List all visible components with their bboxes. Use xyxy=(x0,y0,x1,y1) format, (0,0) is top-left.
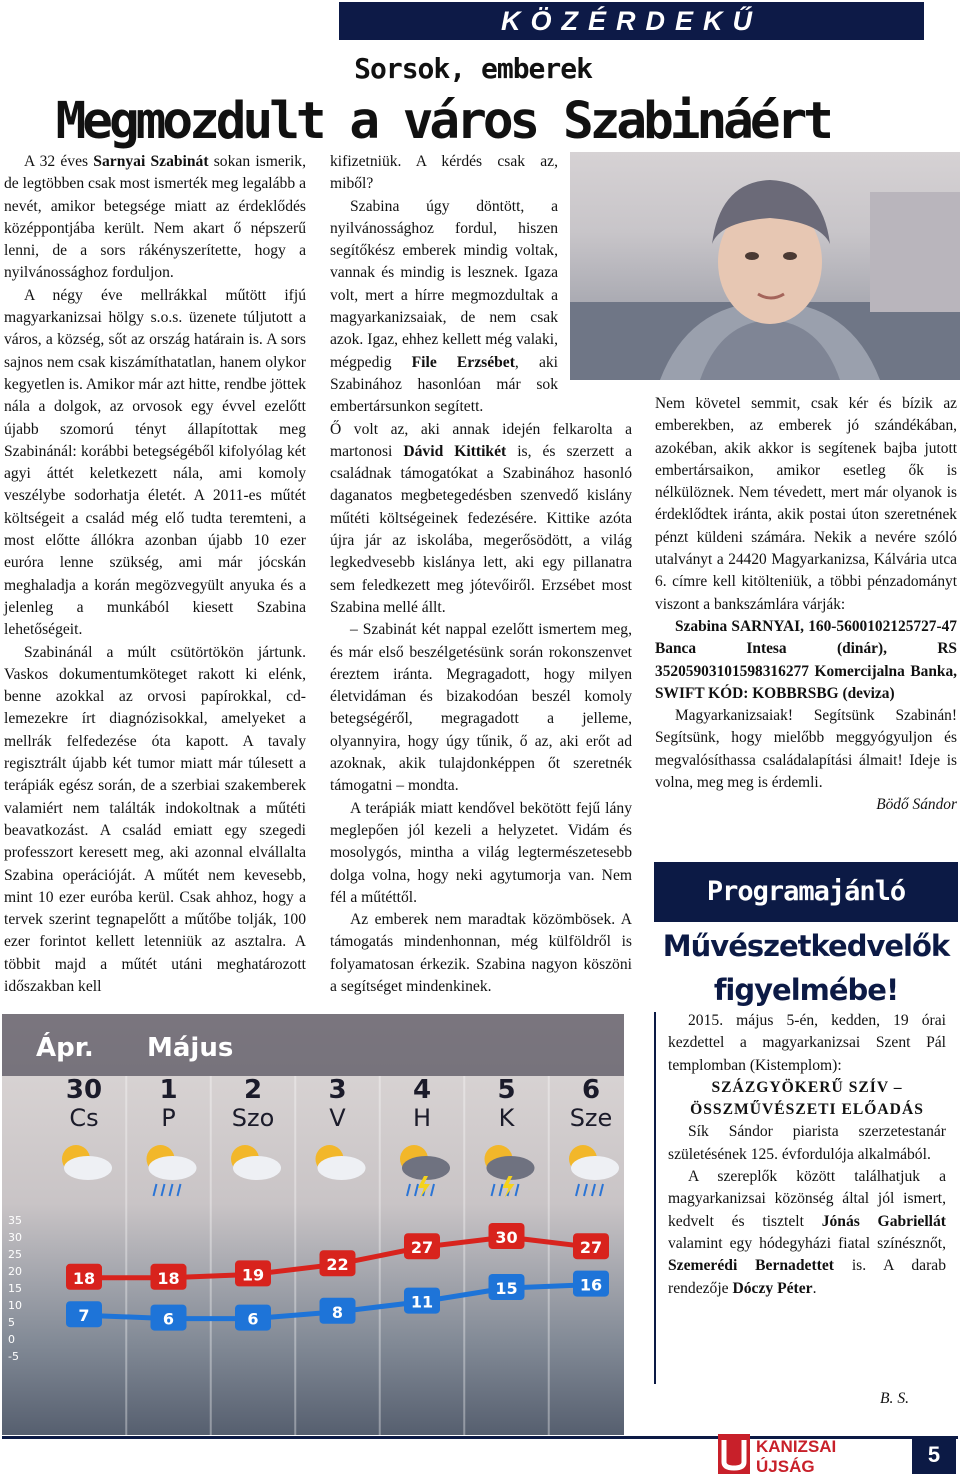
bank-details: Szabina SARNYAI, 160-5600102125727-47 Banca Intesa (dinár), RS 35205903101598316277 Komercijalna Banka, SWIFT KÓD: KOBBRSBG (deviza) xyxy=(655,617,957,702)
y-tick-label: 35 xyxy=(8,1214,22,1227)
section-title: Sorsok, emberek xyxy=(354,52,592,85)
weather-svg xyxy=(2,1014,624,1435)
logo-line2: ÚJSÁG xyxy=(756,1457,815,1476)
y-tick-label: 0 xyxy=(8,1333,15,1346)
y-tick-label: 15 xyxy=(8,1282,22,1295)
max-temp-label: 22 xyxy=(326,1255,349,1275)
day-name: Sze xyxy=(569,1104,613,1132)
day-number: 1 xyxy=(159,1075,178,1105)
weather-icon-rain xyxy=(147,1145,197,1196)
col3-para: Nem követel semmit, csak kér és bízik az emberekben, az emberek jó szándékában, azokéban, akik akkor is segítenek bajba jutott embertársaikon, amikor esetleg ők is nélkülöznek. Nem tévedett, mert már olyanok is érdeklődtek iránta, akik postai úton szeretnének pénzt küldeni számára. Nekik a nevére szóló utalványt a 24420 Magyarkanizsa, Kálvária utca 6. címre kell kitölteniük, a többi pénzadományt viszont a bankszámlára várják: xyxy=(655,395,957,613)
max-temp-label: 18 xyxy=(157,1268,180,1288)
min-temp-label: 6 xyxy=(247,1309,259,1329)
month-strip xyxy=(2,1014,624,1076)
program-divider xyxy=(654,1012,656,1384)
article-column-3 xyxy=(655,393,957,817)
min-temp-label: 15 xyxy=(495,1279,518,1298)
program-para: 2015. május 5-én, kedden, 19 órai kezdettel a magyarkanizsai Szent Pál templomban (Kistemplom): xyxy=(668,1012,946,1074)
col2-para: – Szabinát két nappal ezelőtt ismertem meg, és már első beszélgetésünk során rokonszenvet éreztem iránta. Megragadott, hogy milyen életvidáman és bizakodóan beszél komoly betegségéről, megragadott a jelleme, olyannyira, hogy úgy tűnik, ő az, aki erőt ad azoknak, akik tulajdonképpen őt szeretnék támogatni – mondta. xyxy=(330,621,632,795)
y-tick-label: 25 xyxy=(8,1248,22,1261)
program-title: Művészetkedvelők figyelmébe! xyxy=(662,929,950,1007)
section-banner: KÖZÉRDEKŰ xyxy=(339,2,924,40)
col1-para: Szabinánál a múlt csütörtökön jártunk. Vaskos dokumentumköteget rakott ki elénk, benne azokkal az orvosi papírokkal, cd-lemezekre írt diagnózisokkal, amelyeket a mellrák felfedezése óta kapott. A tavaly regisztrált újabb két tumor miatt már túlesett a terápiák egész során, de a szerbiai szakemberek valamiért nem találták indokoltnak a műtéti beavatkozást. A család emiatt egy szegedi professzort keresett meg, aki azonnal elvállalta Szabina operációját. A műtét nem kevesebb, mint 10 ezer euróba kerül. Csak ahhoz, hogy a tervek szerint tegnapelőtt a műtőbe tolják, 100 ezer forintot kellett letenniük az asztalra. A többit majd a műtét utáni meghatározott időszakban kell xyxy=(4,643,306,995)
program-initials: B. S. xyxy=(880,1390,910,1407)
col3-para: Magyarkanizsaiak! Segítsünk Szabinán! Segítsünk, hogy mielőbb meggyógyuljon és megvalósíthassa családalapítási álmait! Ideje is volna, meg meg is érdemli. xyxy=(655,707,957,792)
max-temp-label: 19 xyxy=(241,1265,265,1285)
day-number: 5 xyxy=(497,1075,516,1105)
month-label: Május xyxy=(147,1033,234,1063)
kanizsai-ujsag-logo xyxy=(716,1428,866,1476)
program-para: A szereplők között találhatjuk a magyarkanizsai közönség által jól ismert, kedvelt és tisztelt Jónás Gabriellát valamint egy hódegyházi fiatal színésznőt, Szemerédi Bernadettet is. A darab rendezője Dóczy Péter. xyxy=(668,1168,946,1297)
y-tick-label: 30 xyxy=(8,1231,22,1244)
y-tick-label: 10 xyxy=(8,1299,22,1312)
col2-para: Ő volt az, aki annak idején felkarolta a martonosi Dávid Kittikét is, és szerzett a családnak támogatókat a Szabinához hasonló daganatos megbetegedésben szenvedő kislány műtéti költségeinek fedezésére. Kittike azóta újra jár az iskolába, megerősödött, a világ legkedvesebb kislánya lett, aki egy pillanatra sem feledkezett meg jótevőiről. Erzsébet most Szabina mellé állt. xyxy=(330,420,632,616)
min-temp-label: 8 xyxy=(331,1302,344,1322)
weather-icon-storm xyxy=(400,1145,450,1198)
min-temp-label: 16 xyxy=(579,1275,603,1295)
author-signature: Bödő Sándor xyxy=(876,796,957,814)
min-temp-label: 6 xyxy=(162,1309,175,1329)
day-name: P xyxy=(161,1104,176,1132)
weather-icon-partly-cloudy xyxy=(231,1145,281,1180)
col2-para: A terápiák miatt kendővel bekötött fejű lány meglepően jól kezeli a helyzetet. Vidám és mosolygós, mintha a világ legtermészetesebb dolga volna, hogy neki agytumorja van. Nem fél a műtéttől. xyxy=(330,799,632,906)
day-name: V xyxy=(329,1104,346,1132)
day-number: 4 xyxy=(412,1075,432,1105)
day-name: H xyxy=(412,1104,432,1132)
weather-icon-storm xyxy=(485,1145,535,1198)
article-column-1 xyxy=(4,151,306,998)
min-temp-label: 11 xyxy=(410,1292,434,1312)
y-tick-label: -5 xyxy=(8,1350,19,1363)
max-temp-label: 30 xyxy=(495,1228,518,1247)
y-tick-label: 5 xyxy=(8,1316,15,1329)
portrait-illustration xyxy=(570,152,960,380)
weather-forecast-chart xyxy=(2,1014,624,1435)
day-name: Szo xyxy=(231,1104,275,1132)
col2-para: Szabina úgy döntött, a nyilvánossághoz fordul, hiszen segítőkész emberek mindig voltak, vannak és mindig is lesznek. Igaza volt, mert a hírre megmozdultak a magyarkanizsaiak, de nem csak azok. Igaz, ehhez kellett még valaki, mégpedig File Erzsébet, aki Szabinához hasonlóan már sok embertársunkon segített. xyxy=(330,197,559,416)
col2-para: kifizetniük. A kérdés csak az, miből? xyxy=(330,153,558,193)
col2-para: Az emberek nem maradtak közömbösek. A támogatás mindenhonnan, még külföldről is folyamatosan érkezik. Szabina nagyon köszöni a segítséget mindenkinek. xyxy=(330,911,632,995)
day-number: 6 xyxy=(581,1075,601,1105)
program-event-title: SZÁZGYÖKERŰ SZÍV – ÖSSZMŰVÉSZETI ELŐADÁS xyxy=(690,1078,924,1119)
col1-para: A 32 éves Sarnyai Szabinát sokan ismerik, de legtöbben csak most ismerték meg legalább a nevét, amikor betegsége miatt az érdeklődés középpontjába került. Nem akart ő népszerű lenni, de a sors rákényszerítette, hogy a nyilvánossághoz forduljon. xyxy=(4,153,306,282)
program-bar: Programajánló xyxy=(654,862,958,922)
logo-line1: KANIZSAI xyxy=(756,1437,837,1456)
weather-icon-partly-cloudy xyxy=(316,1145,366,1180)
page-number: 5 xyxy=(912,1438,956,1474)
day-name: Cs xyxy=(69,1104,99,1132)
max-temp-label: 18 xyxy=(72,1268,96,1288)
weather-icon-rain xyxy=(569,1145,619,1196)
day-number: 3 xyxy=(328,1075,347,1105)
portrait-photo xyxy=(570,152,960,380)
max-temp-label: 27 xyxy=(579,1238,603,1258)
month-label: Ápr. xyxy=(36,1033,94,1063)
weather-icon-partly-cloudy xyxy=(62,1145,112,1180)
day-number: 30 xyxy=(65,1075,103,1105)
program-text xyxy=(668,1010,946,1300)
headline: Megmozdult a város Szabináért xyxy=(55,92,830,151)
program-para: Sík Sándor piarista szerzetestanár születésének 125. évfordulója alkalmából. xyxy=(668,1123,946,1163)
day-number: 2 xyxy=(243,1075,263,1105)
min-temp-label: 7 xyxy=(78,1306,90,1326)
max-temp-label: 27 xyxy=(410,1238,434,1258)
y-tick-label: 20 xyxy=(8,1265,22,1278)
day-name: K xyxy=(498,1104,515,1132)
col1-para: A négy éve mellrákkal műtött ifjú magyarkanizsai hölgy s.o.s. üzenete túljutott a város, a község, sőt az ország határain is. A sors sajnos nem csak kiszámíthatatlan, hanem olykor kegyetlen is. Amikor már azt hitte, rendbe jöttek nála a dolgok, az orvosok egy évvel ezelőtt újabb szomorú tényt állapítottak meg Szabinánál: korábbi betegségéből kifolyólag két agyi áttét keletkezett nála, ami komoly veszélybe sodorhatja életét. A 2011-es műtét költségeit a család még elő tudta teremteni, a most előtte állókra azonban újabb 10 ezer euróra lenne szükség, ami már jócskán meghaladja a korán megözvegyült anyuka és a jelenleg a munkából kiesett Szabina lehetőségeit. xyxy=(4,286,306,639)
